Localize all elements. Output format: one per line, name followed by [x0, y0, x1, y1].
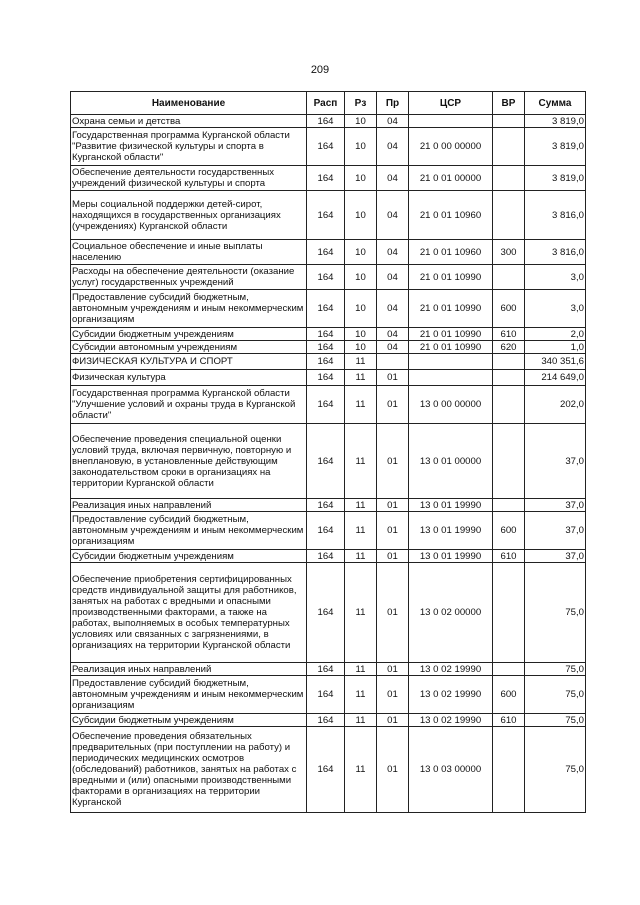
cell-rasp: 164 — [307, 328, 345, 341]
cell-sum: 3,0 — [525, 290, 586, 328]
cell-csr — [409, 370, 493, 386]
cell-sum: 37,0 — [525, 550, 586, 563]
cell-sum: 3 819,0 — [525, 128, 586, 166]
cell-rasp: 164 — [307, 240, 345, 265]
cell-rasp: 164 — [307, 663, 345, 676]
table-row — [71, 424, 586, 499]
cell-vr — [493, 499, 525, 512]
cell-csr: 21 0 01 10960 — [409, 191, 493, 240]
cell-csr: 21 0 01 10990 — [409, 328, 493, 341]
cell-rasp: 164 — [307, 115, 345, 128]
cell-name: Субсидии бюджетным учреждениям — [71, 328, 307, 341]
budget-table — [70, 91, 586, 813]
header-csr: ЦСР — [409, 92, 493, 115]
cell-sum: 37,0 — [525, 424, 586, 499]
table-row — [71, 115, 586, 128]
cell-name: Предоставление субсидий бюджетным, автономным учреждениям и иным некоммерческим организациям — [71, 676, 307, 714]
cell-name: Предоставление субсидий бюджетным, автономным учреждениям и иным некоммерческим организациям — [71, 290, 307, 328]
cell-vr — [493, 354, 525, 370]
cell-pr: 04 — [377, 265, 409, 290]
cell-sum: 3 816,0 — [525, 240, 586, 265]
cell-sum: 214 649,0 — [525, 370, 586, 386]
cell-name: Охрана семьи и детства — [71, 115, 307, 128]
cell-csr: 13 0 02 19990 — [409, 663, 493, 676]
cell-rasp: 164 — [307, 676, 345, 714]
cell-pr: 04 — [377, 240, 409, 265]
header-rz: Рз — [345, 92, 377, 115]
cell-rasp: 164 — [307, 563, 345, 663]
cell-rz: 10 — [345, 290, 377, 328]
cell-rz: 11 — [345, 550, 377, 563]
cell-rasp: 164 — [307, 714, 345, 727]
header-rasp: Расп — [307, 92, 345, 115]
cell-pr: 04 — [377, 166, 409, 191]
cell-vr — [493, 424, 525, 499]
table-row — [71, 663, 586, 676]
cell-name: Субсидии бюджетным учреждениям — [71, 550, 307, 563]
cell-pr: 04 — [377, 128, 409, 166]
cell-name: Обеспечение проведения обязательных предварительных (при поступлении на работу) и периодических медицинских осмотров (обследований) работников, занятых на работах с вредными и (или) опасными производственными факторами в организациях на территории Курганской — [71, 727, 307, 813]
cell-name: Государственная программа Курганской области "Улучшение условий и охраны труда в Курганской области" — [71, 386, 307, 424]
table-row — [71, 499, 586, 512]
cell-rasp: 164 — [307, 512, 345, 550]
cell-rz: 10 — [345, 166, 377, 191]
cell-vr: 600 — [493, 676, 525, 714]
cell-sum: 3,0 — [525, 265, 586, 290]
cell-rz: 11 — [345, 714, 377, 727]
table-row — [71, 128, 586, 166]
cell-sum: 3 816,0 — [525, 191, 586, 240]
table-row — [71, 265, 586, 290]
cell-pr: 01 — [377, 424, 409, 499]
cell-rz: 11 — [345, 563, 377, 663]
cell-vr — [493, 663, 525, 676]
cell-csr: 13 0 01 19990 — [409, 499, 493, 512]
cell-rz: 11 — [345, 386, 377, 424]
cell-vr — [493, 166, 525, 191]
cell-csr — [409, 115, 493, 128]
cell-rasp: 164 — [307, 424, 345, 499]
cell-rz: 11 — [345, 727, 377, 813]
cell-name: Субсидии бюджетным учреждениям — [71, 714, 307, 727]
header-name: Наименование — [71, 92, 307, 115]
cell-csr: 21 0 00 00000 — [409, 128, 493, 166]
cell-name: Обеспечение приобретения сертифицированных средств индивидуальной защиты для работников, занятых на работах с вредными и опасными производственными факторами, а также на работах, выполняемых в особых температурных условиях или связанных с загрязнениями, в организациях на территории Курганской области — [71, 563, 307, 663]
cell-pr: 01 — [377, 512, 409, 550]
cell-csr: 13 0 02 00000 — [409, 563, 493, 663]
cell-rasp: 164 — [307, 128, 345, 166]
cell-sum: 75,0 — [525, 663, 586, 676]
table-body — [71, 115, 586, 813]
cell-sum: 202,0 — [525, 386, 586, 424]
cell-name: Обеспечение деятельности государственных учреждений физической культуры и спорта — [71, 166, 307, 191]
cell-sum: 75,0 — [525, 714, 586, 727]
cell-csr: 13 0 01 19990 — [409, 512, 493, 550]
table-row — [71, 370, 586, 386]
cell-csr: 21 0 01 00000 — [409, 166, 493, 191]
cell-rasp: 164 — [307, 499, 345, 512]
table-row — [71, 166, 586, 191]
cell-pr: 01 — [377, 550, 409, 563]
cell-rasp: 164 — [307, 550, 345, 563]
table-header-row — [71, 92, 586, 115]
cell-pr: 04 — [377, 115, 409, 128]
table-row — [71, 328, 586, 341]
cell-vr — [493, 386, 525, 424]
cell-name: Государственная программа Курганской области "Развитие физической культуры и спорта в Курганской области" — [71, 128, 307, 166]
cell-csr: 13 0 02 19990 — [409, 676, 493, 714]
cell-vr: 610 — [493, 550, 525, 563]
cell-rz: 10 — [345, 115, 377, 128]
cell-vr — [493, 563, 525, 663]
cell-rasp: 164 — [307, 265, 345, 290]
table-row — [71, 550, 586, 563]
cell-rz: 10 — [345, 191, 377, 240]
cell-name: Социальное обеспечение и иные выплаты населению — [71, 240, 307, 265]
table-row — [71, 191, 586, 240]
cell-pr: 01 — [377, 714, 409, 727]
cell-rz: 11 — [345, 370, 377, 386]
cell-rasp: 164 — [307, 727, 345, 813]
cell-csr: 21 0 01 10990 — [409, 265, 493, 290]
table-row — [71, 512, 586, 550]
cell-name: Меры социальной поддержки детей-сирот, находящихся в государственных организациях (учреждениях) Курганской области — [71, 191, 307, 240]
cell-rz: 11 — [345, 499, 377, 512]
cell-rasp: 164 — [307, 354, 345, 370]
cell-rasp: 164 — [307, 191, 345, 240]
cell-name: Расходы на обеспечение деятельности (оказание услуг) государственных учреждений — [71, 265, 307, 290]
cell-rz: 10 — [345, 240, 377, 265]
cell-pr: 01 — [377, 370, 409, 386]
cell-sum: 37,0 — [525, 512, 586, 550]
cell-sum: 3 819,0 — [525, 115, 586, 128]
cell-vr: 600 — [493, 512, 525, 550]
cell-pr: 01 — [377, 499, 409, 512]
cell-rz: 11 — [345, 512, 377, 550]
table-row — [71, 563, 586, 663]
cell-csr: 13 0 01 00000 — [409, 424, 493, 499]
cell-rasp: 164 — [307, 341, 345, 354]
cell-pr: 04 — [377, 191, 409, 240]
cell-name: ФИЗИЧЕСКАЯ КУЛЬТУРА И СПОРТ — [71, 354, 307, 370]
cell-pr: 04 — [377, 290, 409, 328]
cell-sum: 75,0 — [525, 727, 586, 813]
cell-pr: 01 — [377, 386, 409, 424]
cell-rz: 10 — [345, 341, 377, 354]
cell-vr: 610 — [493, 714, 525, 727]
cell-vr: 610 — [493, 328, 525, 341]
cell-pr — [377, 354, 409, 370]
cell-sum: 2,0 — [525, 328, 586, 341]
cell-name: Реализация иных направлений — [71, 499, 307, 512]
cell-csr: 21 0 01 10960 — [409, 240, 493, 265]
cell-rz: 10 — [345, 328, 377, 341]
table-row — [71, 676, 586, 714]
table-row — [71, 714, 586, 727]
cell-name: Физическая культура — [71, 370, 307, 386]
cell-vr: 300 — [493, 240, 525, 265]
cell-rz: 11 — [345, 663, 377, 676]
cell-rz: 10 — [345, 128, 377, 166]
cell-rasp: 164 — [307, 166, 345, 191]
cell-csr: 13 0 02 19990 — [409, 714, 493, 727]
table-row — [71, 290, 586, 328]
cell-csr — [409, 354, 493, 370]
cell-vr — [493, 128, 525, 166]
cell-pr: 04 — [377, 341, 409, 354]
cell-rz: 10 — [345, 265, 377, 290]
header-pr: Пр — [377, 92, 409, 115]
cell-rasp: 164 — [307, 386, 345, 424]
cell-rz: 11 — [345, 424, 377, 499]
cell-sum: 1,0 — [525, 341, 586, 354]
cell-rasp: 164 — [307, 370, 345, 386]
cell-csr: 13 0 01 19990 — [409, 550, 493, 563]
cell-name: Обеспечение проведения специальной оценки условий труда, включая первичную, повторную и внеплановую, в установленные действующим законодательством сроки в организациях на территории Курганской области — [71, 424, 307, 499]
header-sum: Сумма — [525, 92, 586, 115]
cell-sum: 37,0 — [525, 499, 586, 512]
cell-rz: 11 — [345, 354, 377, 370]
cell-vr — [493, 191, 525, 240]
cell-sum: 3 819,0 — [525, 166, 586, 191]
cell-vr — [493, 265, 525, 290]
cell-csr: 21 0 01 10990 — [409, 290, 493, 328]
table-row — [71, 341, 586, 354]
header-vr: ВР — [493, 92, 525, 115]
table-row — [71, 354, 586, 370]
table-row — [71, 386, 586, 424]
cell-name: Субсидии автономным учреждениям — [71, 341, 307, 354]
cell-name: Предоставление субсидий бюджетным, автономным учреждениям и иным некоммерческим организациям — [71, 512, 307, 550]
cell-pr: 01 — [377, 727, 409, 813]
cell-sum: 75,0 — [525, 676, 586, 714]
cell-vr — [493, 727, 525, 813]
table-row — [71, 727, 586, 813]
cell-pr: 01 — [377, 563, 409, 663]
table-row — [71, 240, 586, 265]
cell-vr: 600 — [493, 290, 525, 328]
cell-csr: 13 0 00 00000 — [409, 386, 493, 424]
cell-vr: 620 — [493, 341, 525, 354]
cell-csr: 21 0 01 10990 — [409, 341, 493, 354]
cell-pr: 01 — [377, 663, 409, 676]
page-number: 209 — [310, 64, 330, 76]
cell-name: Реализация иных направлений — [71, 663, 307, 676]
cell-vr — [493, 370, 525, 386]
cell-csr: 13 0 03 00000 — [409, 727, 493, 813]
cell-vr — [493, 115, 525, 128]
cell-sum: 75,0 — [525, 563, 586, 663]
cell-rasp: 164 — [307, 290, 345, 328]
cell-pr: 04 — [377, 328, 409, 341]
cell-rz: 11 — [345, 676, 377, 714]
cell-pr: 01 — [377, 676, 409, 714]
cell-sum: 340 351,6 — [525, 354, 586, 370]
